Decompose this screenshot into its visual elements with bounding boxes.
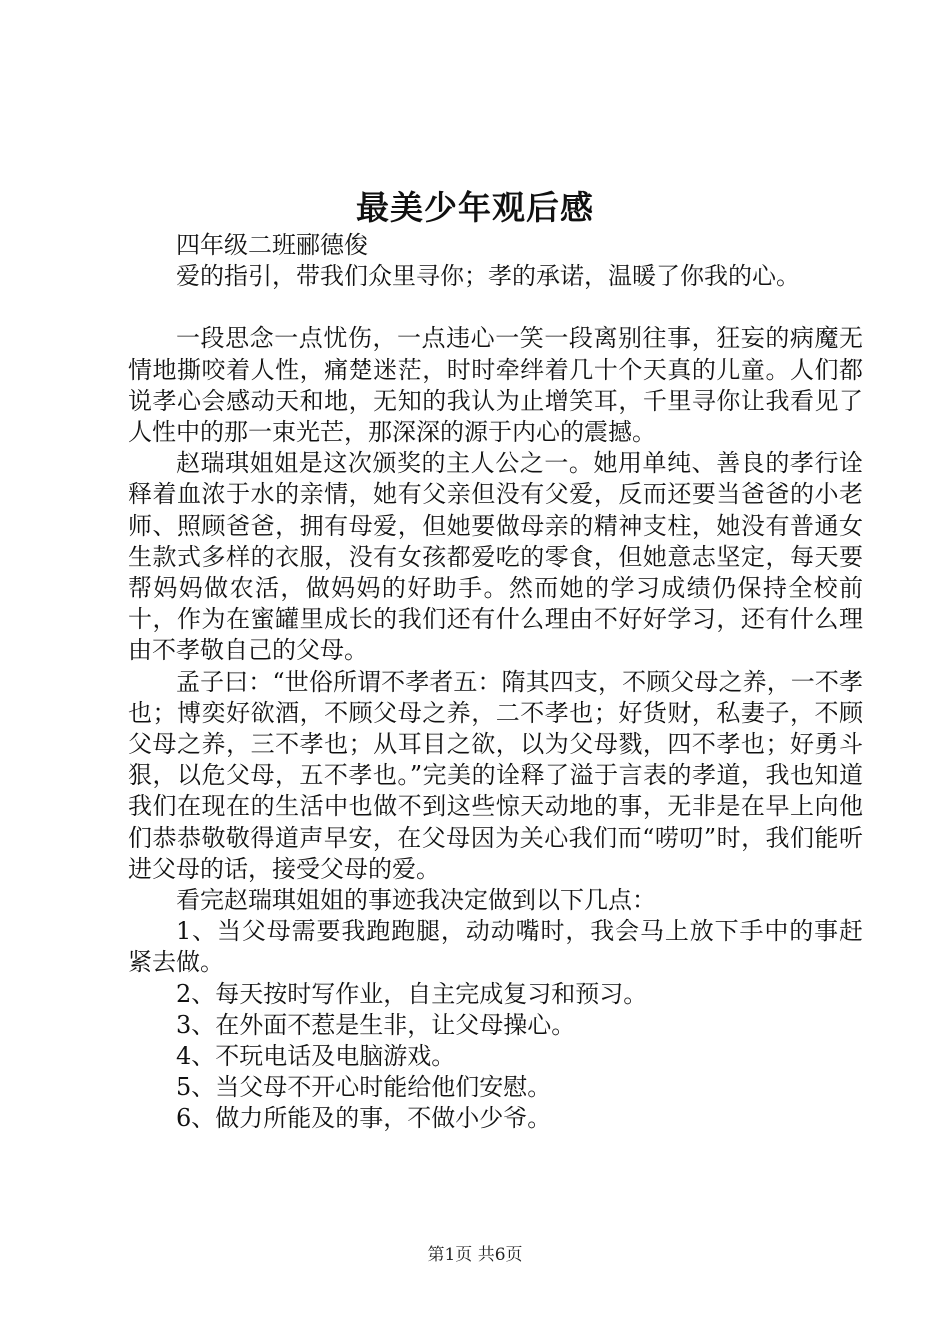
list-item-2: 2、每天按时写作业，自主完成复习和预习。 [176, 979, 648, 1008]
list-item-1: 1、当父母需要我跑跑腿，动动嘴时，我会马上放下手中的事赶紧去做。 [128, 917, 863, 977]
document-body [128, 230, 863, 1135]
paragraph-intro: 爱的指引，带我们众里寻你；孝的承诺，温暖了你我的心。 [176, 262, 800, 291]
author-line: 四年级二班郦德俊 [176, 231, 368, 259]
blank-line [128, 292, 863, 323]
paragraph-2: 赵瑞琪姐姐是这次颁奖的主人公之一。她用单纯、善良的孝行诠释着血浓于水的亲情，她有父亲但没有父爱，反而还要当爸爸的小老师、照顾爸爸，拥有母爱，但她要做母亲的精神支柱，她没有普通女生款式多样的衣服，没有女孩都爱吃的零食，但她意志坚定，每天要帮妈妈做农活，做妈妈的好助手。然而她的学习成绩仍保持全校前十，作为在蜜罐里成长的我们还有什么理由不好好学习，还有什么理由不孝敬自己的父母。 [128, 449, 863, 665]
list-item-6: 6、做力所能及的事，不做小少爷。 [176, 1104, 552, 1133]
document-title: 最美少年观后感 [356, 188, 594, 227]
list-item-4: 4、不玩电话及电脑游戏。 [176, 1042, 456, 1071]
list-item-3: 3、在外面不惹是生非，让父母操心。 [176, 1010, 576, 1039]
paragraph-4: 看完赵瑞琪姐姐的事迹我决定做到以下几点： [176, 886, 656, 915]
list-item-5: 5、当父母不开心时能给他们安慰。 [176, 1073, 552, 1102]
page-footer: 第1页 共6页 [427, 1245, 523, 1265]
paragraph-3: 孟子曰：“世俗所谓不孝者五：隋其四支，不顾父母之养，一不孝也；博奕好欲酒，不顾父母之养，二不孝也；好货财，私妻子，不顾父母之养，三不孝也；从耳目之欲，以为父母戮，四不孝也；好勇斗狠，以危父母，五不孝也。”完美的诠释了溢于言表的孝道，我也知道我们在现在的生活中也做不到这些惊天动地的事，无非是在早上向他们恭恭敬敬得道声早安，在父母因为关心我们而“唠叨”时，我们能听进父母的话，接受父母的爱。 [128, 667, 863, 883]
paragraph-1: 一段思念一点忧伤，一点违心一笑一段离别往事，狂妄的病魔无情地撕咬着人性，痛楚迷茫，时时牵绊着几十个天真的儿童。人们都说孝心会感动天和地，无知的我认为止增笑耳，千里寻你让我看见了人性中的那一束光芒，那深深的源于内心的震撼。 [128, 324, 863, 447]
